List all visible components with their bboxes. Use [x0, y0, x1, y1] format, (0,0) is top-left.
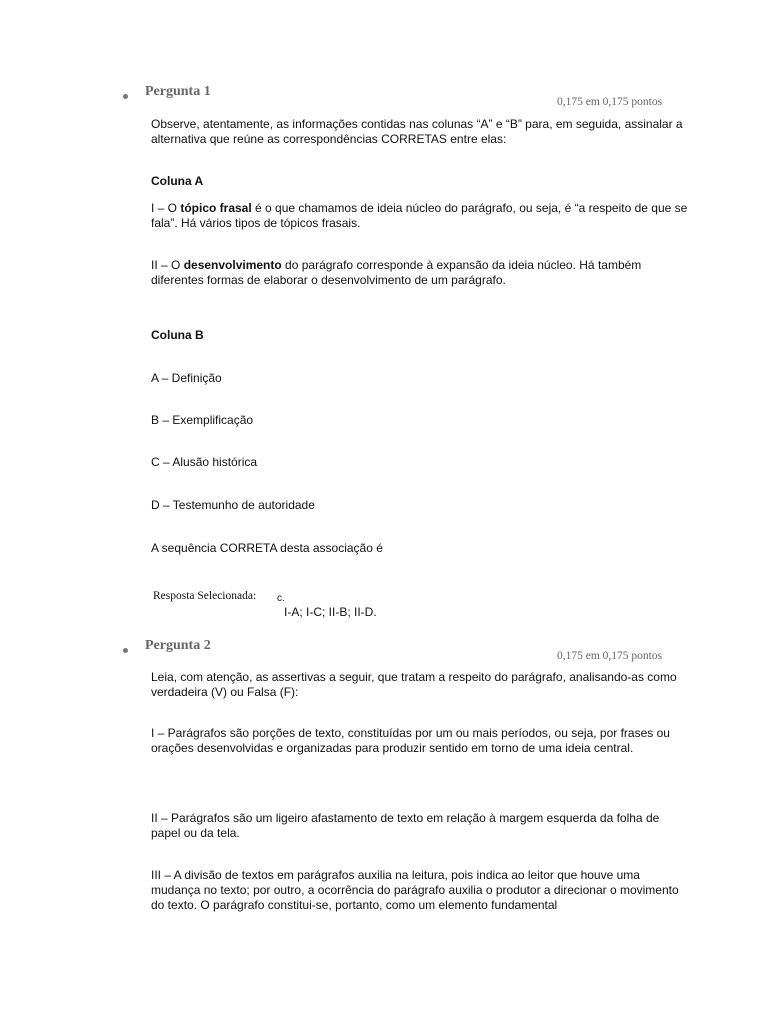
question-points: 0,175 em 0,175 pontos — [557, 650, 663, 662]
column-b-heading: Coluna B — [151, 328, 204, 342]
selected-answer-letter: c. — [277, 593, 285, 604]
selected-answer-text: I-A; I-C; II-B; II-D. — [284, 605, 377, 619]
question-header — [0, 84, 768, 108]
assertion-item: II – Parágrafos são um ligeiro afastamento de texto em relação à margem esquerda da folha de papel ou da tela. — [151, 811, 660, 840]
question-title: Pergunta 1 — [145, 84, 211, 99]
assertion-item: I – Parágrafos são porções de texto, constituídas por um ou mais períodos, ou seja, por frases ou orações desenvolvidas e organizadas para produzir sentido em torno de uma ideia central. — [151, 726, 670, 755]
column-b-item: B – Exemplificação — [151, 413, 254, 427]
question-intro: Observe, atentamente, as informações contidas nas colunas “A” e “B” para, em seguida, assinalar a alternativa que reúne as correspondências CORRETAS entre elas: — [151, 117, 683, 146]
column-b-item: A – Definição — [151, 371, 222, 385]
column-b-item: C – Alusão histórica — [151, 455, 258, 469]
question-prompt: A sequência CORRETA desta associação é — [151, 541, 383, 555]
selected-answer-label: Resposta Selecionada: — [153, 590, 257, 602]
column-a-item-1: I – O tópico frasal é o que chamamos de ideia núcleo do parágrafo, ou seja, é “a respeito de que se fala”. Há vários tipos de tópicos frasais. — [151, 201, 688, 230]
question-2 — [0, 638, 768, 912]
bullet-icon — [123, 648, 128, 653]
assertion-item: III – A divisão de textos em parágrafos auxilia na leitura, pois indica ao leitor que houve uma mudança no texto; por outro, a ocorrência do parágrafo auxilia o produtor a direcionar o movimento do texto. O parágrafo constitui-se, portanto, como um elemento fundamental — [151, 868, 679, 912]
question-intro: Leia, com atenção, as assertivas a seguir, que tratam a respeito do parágrafo, analisando-as como verdadeira (V) ou Falsa (F): — [151, 670, 677, 699]
question-1 — [0, 84, 768, 619]
column-a-heading: Coluna A — [151, 174, 204, 188]
bullet-icon — [123, 94, 128, 99]
question-points: 0,175 em 0,175 pontos — [557, 96, 663, 108]
column-b-item: D – Testemunho de autoridade — [151, 498, 315, 512]
question-title: Pergunta 2 — [145, 638, 211, 653]
question-header — [0, 638, 768, 662]
column-a-item-2: II – O desenvolvimento do parágrafo corresponde à expansão da ideia núcleo. Há também diferentes formas de elaborar o desenvolvimento de um parágrafo. — [151, 258, 642, 287]
